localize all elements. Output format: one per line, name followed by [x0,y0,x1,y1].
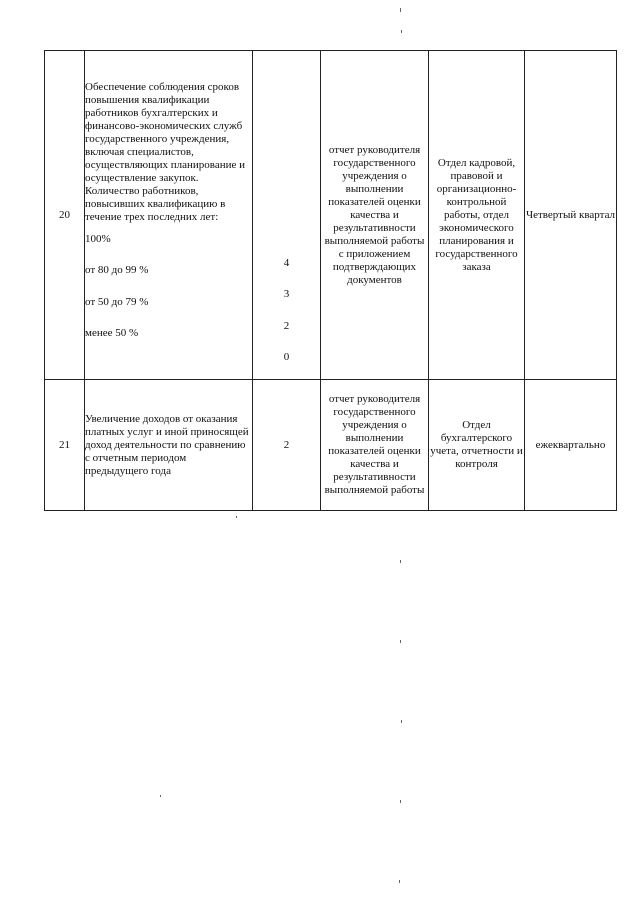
period-cell: ежеквартально [525,380,617,511]
level-label: 100% [85,232,111,245]
criterion-cell [85,51,253,380]
points-cell [253,51,321,380]
source-cell: отчет руководителя государственного учреждения о выполнении показателей оценки качества и результативности выполняемой работы с приложением подтверждающих документов [321,51,429,380]
period-cell: Четвертый квартал [525,51,617,380]
scan-speck [400,800,401,803]
level-label: менее 50 % [85,327,139,339]
level-label: от 80 до 99 % [85,264,149,276]
level-label: от 50 до 79 % [85,295,149,308]
department-cell: Отдел бухгалтерского учета, отчетности и контроля [429,380,525,511]
scan-speck [400,560,401,563]
points-value: 2 [253,380,321,511]
level-list [85,224,252,350]
department-cell: Отдел кадровой, правовой и организационно-контрольной работы, отдел экономического планирования и государственного заказа [429,51,525,380]
scan-speck [160,795,161,797]
scan-speck [400,8,401,12]
scan-speck [401,720,402,723]
row-number: 21 [45,380,85,511]
scan-speck [401,30,402,33]
criterion-text: Обеспечение соблюдения сроков повышения квалификации работников бухгалтерских и финансово-экономических служб государственного учреждения, включая специалистов, осуществляющих планирование и осуществление закупок. Количество работников, повысивших квалификацию в течение трех последних лет: [85,80,246,223]
source-cell: отчет руководителя государственного учреждения о выполнении показателей оценки качества и результативности выполняемой работы [321,380,429,511]
table-row-21 [45,380,617,511]
row-number: 20 [45,51,85,380]
scan-speck [236,516,237,518]
criteria-table [44,50,617,511]
scan-speck [399,880,400,883]
level-points: 3 [283,288,290,300]
level-points: 0 [283,351,290,363]
level-points: 4 [283,256,290,269]
scan-speck [400,640,401,643]
criterion-text: Увеличение доходов от оказания платных услуг и иной приносящей доход деятельности по сравнению с отчетным периодом предыдущего года [85,380,253,511]
level-points: 2 [283,319,290,332]
table-row-20 [45,51,617,380]
